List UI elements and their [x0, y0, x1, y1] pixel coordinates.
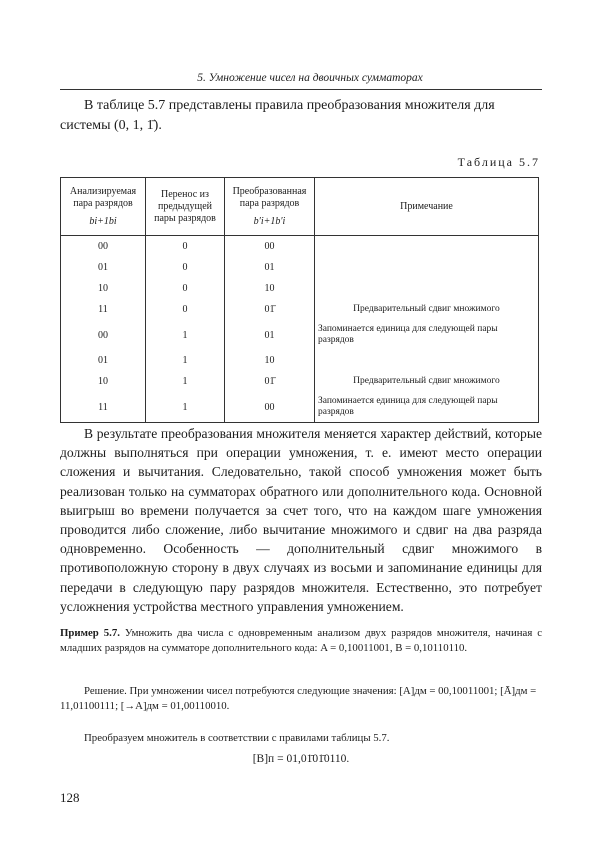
- table-row: [61, 299, 539, 320]
- cell-note: [315, 236, 539, 258]
- cell-carry: 0: [146, 299, 225, 320]
- cell-converted: 01̄: [225, 299, 315, 320]
- cell-converted: 00: [225, 392, 315, 423]
- header-converted-pair: [225, 178, 315, 236]
- intro-line-2: системы (0, 1, 1̄).: [60, 118, 162, 133]
- cell-converted: 10: [225, 350, 315, 371]
- header-rule: [60, 89, 542, 90]
- cell-carry: 1: [146, 350, 225, 371]
- header-analyzed-pair-symbol: bi+1bi: [89, 215, 117, 227]
- cell-pair: 11: [61, 299, 146, 320]
- cell-note: [315, 257, 539, 278]
- rules-table: [60, 177, 539, 423]
- example-title: Пример 5.7.: [60, 627, 120, 639]
- table-caption: Таблица 5.7: [457, 155, 540, 169]
- cell-note: [315, 350, 539, 371]
- table-row: [61, 392, 539, 423]
- example-text: Умножить два числа с одновременным анализом двух разрядов множителя, начиная с младших разрядов на сумматоре дополнительного кода: A = 0,10011001, B = 0,10110110.: [60, 627, 543, 654]
- intro-line-1: В таблице 5.7 представлены правила преобразования множителя для: [84, 98, 495, 113]
- header-note-label: Примечание: [400, 200, 453, 212]
- cell-carry: 1: [146, 371, 225, 392]
- main-paragraph: В результате преобразования множителя меняется характер действий, которые должны выполняться при операции умножения, т. е. имеют место операции сложения и вычитания. Следовательно, такой способ умножения может быть реализован только на сумматорах обратного или дополнительного кода. Основной выигрыш во времени получается за счет того, что на каждом шаге умножения проводится либо сложение, либо вычитание множимого и сдвиг на два разряда одновременно. Особенность — дополнительный сдвиг множимого в противоположную сторону в двух случаях из восьми и запоминание единицы для передачи в следующую пару разрядов множителя. Естественно, это потребует усложнения устройства местного управления умножением.: [60, 426, 542, 614]
- table-row: [61, 257, 539, 278]
- cell-pair: 11: [61, 392, 146, 423]
- table-row: [61, 320, 539, 350]
- cell-carry: 0: [146, 278, 225, 299]
- cell-carry: 0: [146, 257, 225, 278]
- multiplier-formula: [B]п = 01,01̄01̄0110.: [252, 753, 350, 765]
- cell-note: Запоминается единица для следующей пары разрядов: [315, 392, 539, 423]
- header-converted-pair-symbol: b′i+1b′i: [253, 215, 286, 227]
- cell-pair: 00: [61, 320, 146, 350]
- cell-carry: 0: [146, 236, 225, 258]
- cell-converted: 01: [225, 320, 315, 350]
- cell-pair: 10: [61, 371, 146, 392]
- cell-note: Предварительный сдвиг множимого: [315, 299, 539, 320]
- table-row: [61, 350, 539, 371]
- table-header-row: [61, 178, 539, 236]
- header-carry-label: Перенос из предыдущей пары разрядов: [154, 188, 216, 224]
- table-row: [61, 236, 539, 258]
- cell-note: Запоминается единица для следующей пары разрядов: [315, 320, 539, 350]
- cell-pair: 00: [61, 236, 146, 258]
- cell-pair: 01: [61, 350, 146, 371]
- running-header: 5. Умножение чисел на двоичных сумматорах: [197, 72, 423, 84]
- cell-carry: 1: [146, 320, 225, 350]
- header-note: [315, 178, 539, 236]
- cell-note: Предварительный сдвиг множимого: [315, 371, 539, 392]
- cell-converted: 00: [225, 236, 315, 258]
- convert-text: Преобразуем множитель в соответствии с правилами таблицы 5.7.: [84, 732, 390, 744]
- header-analyzed-pair-label: Анализируемая пара разрядов: [69, 185, 137, 209]
- cell-converted: 01: [225, 257, 315, 278]
- header-carry: [146, 178, 225, 236]
- header-converted-pair-label: Преобразованная пара разрядов: [232, 185, 307, 209]
- cell-note: [315, 278, 539, 299]
- solution-text: Решение. При умножении чисел потребуются следующие значения: [A]дм = 00,10011001; [Ā]дм = 11,01100111; [→A]дм = 01,00110010.: [60, 685, 537, 712]
- cell-carry: 1: [146, 392, 225, 423]
- cell-pair: 10: [61, 278, 146, 299]
- page-number: 128: [60, 790, 80, 805]
- cell-pair: 01: [61, 257, 146, 278]
- header-analyzed-pair: [61, 178, 146, 236]
- cell-converted: 10: [225, 278, 315, 299]
- cell-converted: 01̄: [225, 371, 315, 392]
- example-block: [60, 626, 542, 656]
- table-row: [61, 278, 539, 299]
- table-row: [61, 371, 539, 392]
